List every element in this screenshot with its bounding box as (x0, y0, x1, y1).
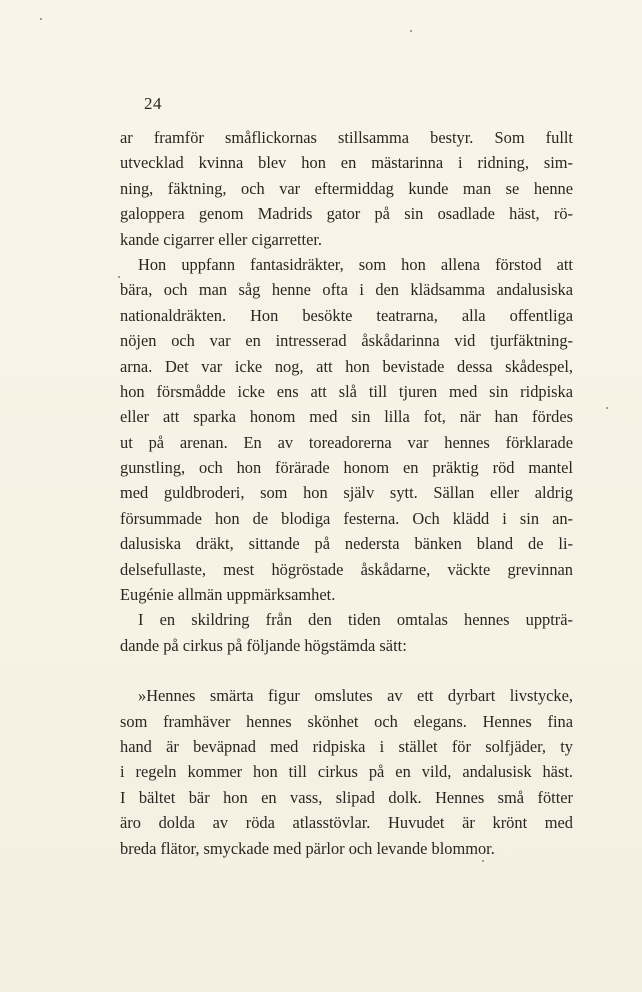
text-line: kande cigarrer eller cigarretter. (120, 229, 323, 249)
text-line: ar framför småflickornas stillsamma bestyr. Som fullt (120, 128, 573, 147)
text-line: arna. Det var icke nog, att hon bevistade dessa skådespel, (120, 356, 573, 376)
text-line: galoppera genom Madrids gator på sin osadlade häst, rö- (120, 204, 573, 224)
text-line: I bältet bär hon en vass, slipad dolk. Hennes små fötter (120, 787, 573, 807)
text-line: utvecklad kvinna blev hon en mästarinna i ridning, sim- (120, 153, 573, 173)
text-line: ning, fäktning, och var eftermiddag kunde man se henne (120, 178, 573, 198)
paragraph (120, 607, 573, 658)
text-line: med guldbroderi, som hon själv sytt. Sällan eller aldrig (120, 483, 573, 503)
paragraph-gap (120, 658, 573, 683)
text-line: äro dolda av röda atlasstövlar. Huvudet är krönt med (120, 813, 573, 833)
body-text (120, 125, 573, 861)
text-line: nationaldräkten. Hon besökte teatrarna, alla offentliga (120, 305, 573, 325)
text-line: dande på cirkus på följande högstämda sätt: (120, 635, 407, 655)
text-line: som framhäver hennes skönhet och elegans. Hennes fina (120, 711, 573, 731)
paragraph (120, 252, 573, 607)
text-line: eller att sparka honom med sin lilla fot, när han fördes (120, 407, 573, 427)
text-line: försummade hon de blodiga festerna. Och klädd i sin an- (120, 508, 573, 528)
paragraph (120, 125, 573, 252)
text-line: »Hennes smärta figur omslutes av ett dyrbart livstycke, (138, 686, 573, 706)
quotation-paragraph (120, 683, 573, 861)
paper-speck (410, 30, 412, 32)
text-line: Eugénie allmän uppmärksamhet. (120, 585, 336, 605)
text-line: dalusiska dräkt, sittande på nedersta bänken bland de li- (120, 534, 573, 554)
paper-speck (40, 18, 42, 20)
text-line: delsefullaste, mest högröstade åskådarne, väckte grevinnan (120, 559, 573, 579)
text-line: gunstling, och hon förärade honom en präktig röd mantel (120, 458, 573, 478)
text-line: ut på arenan. En av toreadorerna var hennes förklarade (120, 432, 573, 452)
text-line: bära, och man såg henne ofta i den klädsamma andalusiska (120, 280, 573, 300)
paper-speck (118, 276, 120, 278)
text-line: hon försmådde icke ens att slå till tjuren med sin ridpiska (120, 381, 573, 401)
text-line: I en skildring från den tiden omtalas hennes uppträ- (138, 610, 573, 630)
page-number: 24 (144, 94, 162, 113)
paper-speck (482, 860, 484, 862)
paper-speck (606, 407, 608, 409)
text-line: Hon uppfann fantasidräkter, som hon allena förstod att (138, 254, 573, 274)
text-line: hand är beväpnad med ridpiska i stället för solfjäder, ty (120, 736, 573, 756)
text-line: nöjen och var en intresserad åskådarinna vid tjurfäktning- (120, 331, 573, 351)
text-line: i regeln kommer hon till cirkus på en vild, andalusisk häst. (120, 762, 573, 782)
text-line: breda flätor, smyckade med pärlor och levande blommor. (120, 838, 495, 858)
